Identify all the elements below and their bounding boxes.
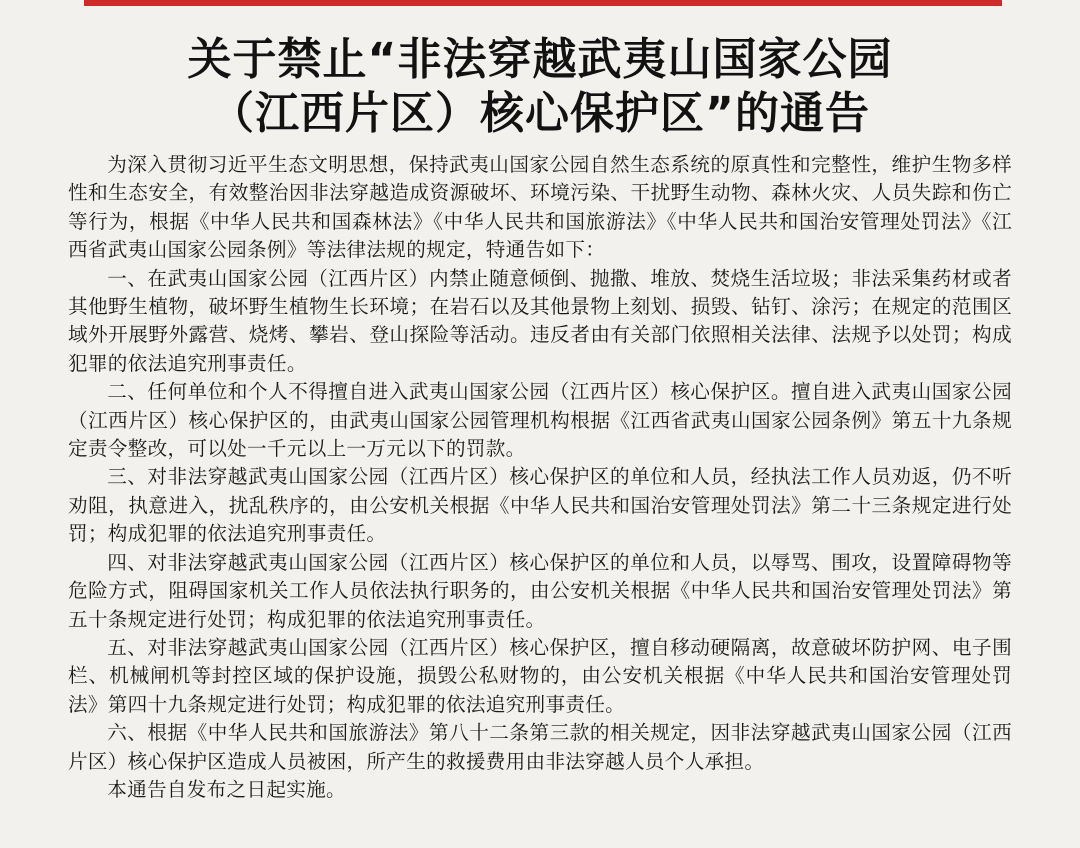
top-red-banner: [84, 0, 1002, 6]
notice-title-line-2: （江西片区）核心保护区”的通告: [210, 88, 870, 139]
clause-2-paragraph: 二、任何单位和个人不得擅自进入武夷山国家公园（江西片区）核心保护区。擅自进入武夷山国家公园（江西片区）核心保护区的，由武夷山国家公园管理机构根据《江西省武夷山国家公园条例》第五十九条规定责令整改，可以处一千元以上一万元以下的罚款。: [68, 380, 1012, 461]
intro-paragraph: 为深入贯彻习近平生态文明思想，保持武夷山国家公园自然生态系统的原真性和完整性，维护生物多样性和生态安全，有效整治因非法穿越造成资源破坏、环境污染、干扰野生动物、森林火灾、人员失踪和伤亡等行为，根据《中华人民共和国森林法》《中华人民共和国旅游法》《中华人民共和国治安管理处罚法》《江西省武夷山国家公园条例》等法律法规的规定，特通告如下：: [68, 153, 1012, 262]
notice-body: [68, 151, 1012, 804]
effective-date-paragraph: 本通告自发布之日起实施。: [107, 777, 346, 801]
clause-1-paragraph: 一、在武夷山国家公园（江西片区）内禁止随意倾倒、抛撒、堆放、焚烧生活垃圾；非法采集药材或者其他野生植物，破坏野生植物生长环境；在岩石以及其他景物上刻划、损毁、钻钉、涂污；在规定的范围区域外开展野外露营、烧烤、攀岩、登山探险等活动。违反者由有关部门依照相关法律、法规予以处罚；构成犯罪的依法追究刑事责任。: [68, 266, 1012, 375]
notice-title-line-1: 关于禁止“非法穿越武夷山国家公园: [187, 34, 893, 85]
clause-3-paragraph: 三、对非法穿越武夷山国家公园（江西片区）核心保护区的单位和人员，经执法工作人员劝返，仍不听劝阻，执意进入，扰乱秩序的，由公安机关根据《中华人民共和国治安管理处罚法》第二十三条规定进行处罚；构成犯罪的依法追究刑事责任。: [68, 465, 1012, 546]
clause-5-paragraph: 五、对非法穿越武夷山国家公园（江西片区）核心保护区，擅自移动硬隔离，故意破坏防护网、电子围栏、机械闸机等封控区域的保护设施，损毁公私财物的，由公安机关根据《中华人民共和国治安管理处罚法》第四十九条规定进行处罚；构成犯罪的依法追究刑事责任。: [68, 635, 1012, 716]
clause-6-paragraph: 六、根据《中华人民共和国旅游法》第八十二条第三款的相关规定，因非法穿越武夷山国家公园（江西片区）核心保护区造成人员被困，所产生的救援费用由非法穿越人员个人承担。: [68, 721, 1012, 773]
clause-4-paragraph: 四、对非法穿越武夷山国家公园（江西片区）核心保护区的单位和人员，以辱骂、围攻，设置障碍物等危险方式，阻碍国家机关工作人员依法执行职务的，由公安机关根据《中华人民共和国治安管理处罚法》第五十条规定进行处罚；构成犯罪的依法追究刑事责任。: [68, 550, 1012, 631]
